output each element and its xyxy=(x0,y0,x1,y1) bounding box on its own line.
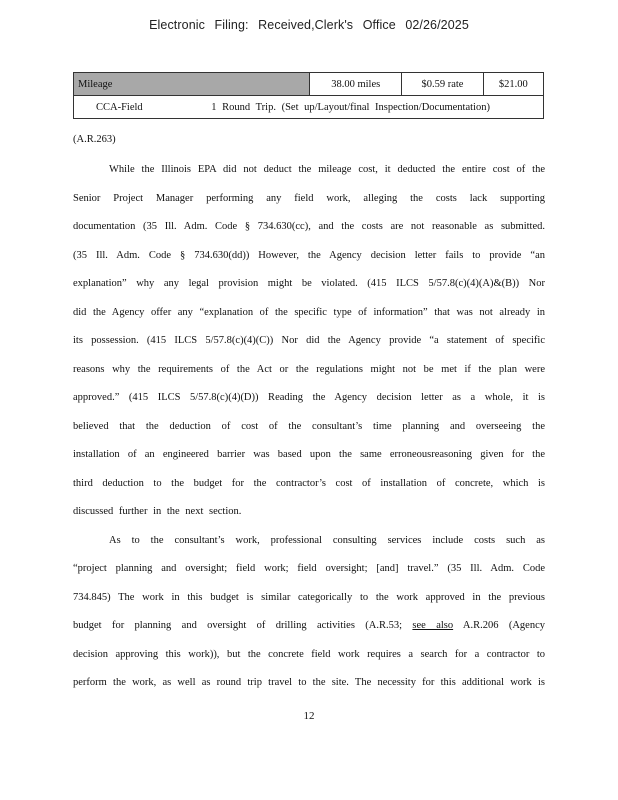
text-line xyxy=(73,612,545,641)
text-line: As to the consultant’s work, professional consulting services include costs such as xyxy=(109,534,545,546)
mileage-table xyxy=(73,72,544,119)
mileage-detail-cell xyxy=(74,96,544,119)
text-line: While the Illinois EPA did not deduct the mileage cost, it deducted the entire cost of the xyxy=(109,164,545,175)
text-line: decision approving this work)), but the concrete field work requires a search for a contractor to xyxy=(73,648,545,660)
mileage-detail-label: CCA-Field xyxy=(96,101,143,113)
text-line: discussed further in the next section. xyxy=(73,506,242,517)
paragraph-1 xyxy=(73,156,545,527)
text-line: believed that the deduction of cost of the consultant’s time planning and overseeing the xyxy=(73,420,545,432)
text-line: “project planning and oversight; field work; field oversight; [and] travel.” (35 Ill. Adm. Code xyxy=(73,563,545,574)
text-line: reasons why the requirements of the Act or the regulations might not be met if the plan were xyxy=(73,363,545,375)
text-segment: budget for planning and oversight of drilling activities (A.R.53; xyxy=(73,620,403,631)
text-line: perform the work, as well as round trip travel to the site. The necessity for this additional work is xyxy=(73,677,545,688)
document-body xyxy=(73,156,545,698)
mileage-rate: $0.59 rate xyxy=(402,73,483,96)
text-segment: A.R.206 (Agency xyxy=(462,620,546,631)
text-line: installation of an engineered barrier was based upon the same erroneousreasoning given for the xyxy=(73,449,545,460)
mileage-detail-row xyxy=(74,96,544,119)
mileage-amount: $21.00 xyxy=(483,73,543,96)
mileage-detail-description: 1 Round Trip. (Set up/Layout/final Inspection/Documentation) xyxy=(211,101,490,113)
mileage-miles: 38.00 miles xyxy=(310,73,402,96)
text-line: documentation (35 Ill. Adm. Code § 734.630(cc), and the costs are not reasonable as submitted. xyxy=(73,221,545,232)
text-line: third deduction to the budget for the contractor’s cost of installation of concrete, which is xyxy=(73,477,545,489)
see-also-underlined: see also xyxy=(412,620,454,631)
text-line: (35 Ill. Adm. Code § 734.630(dd)) However, the Agency decision letter fails to provide “an xyxy=(73,249,545,261)
mileage-label: Mileage xyxy=(74,73,310,96)
filing-header: Electronic Filing: Received,Clerk's Office 02/26/2025 xyxy=(149,18,469,32)
paragraph-2 xyxy=(73,527,545,698)
text-line: its possession. (415 ILCS 5/57.8(c)(4)(C)) Nor did the Agency provide “a statement of specific xyxy=(73,335,545,346)
record-citation: (A.R.263) xyxy=(73,134,116,145)
text-line: did the Agency offer any “explanation of the specific type of information” that was not already in xyxy=(73,306,545,318)
mileage-row xyxy=(74,73,544,96)
text-line: approved.” (415 ILCS 5/57.8(c)(4)(D)) Reading the Agency decision letter as a whole, it is xyxy=(73,392,545,403)
text-line: Senior Project Manager performing any field work, alleging the costs lack supporting xyxy=(73,192,545,204)
text-line: explanation” why any legal provision might be violated. (415 ILCS 5/57.8(c)(4)(A)&(B)) Nor xyxy=(73,278,545,289)
page-number: 12 xyxy=(303,710,315,722)
text-line: 734.845) The work in this budget is similar categorically to the work approved in the previous xyxy=(73,591,545,603)
